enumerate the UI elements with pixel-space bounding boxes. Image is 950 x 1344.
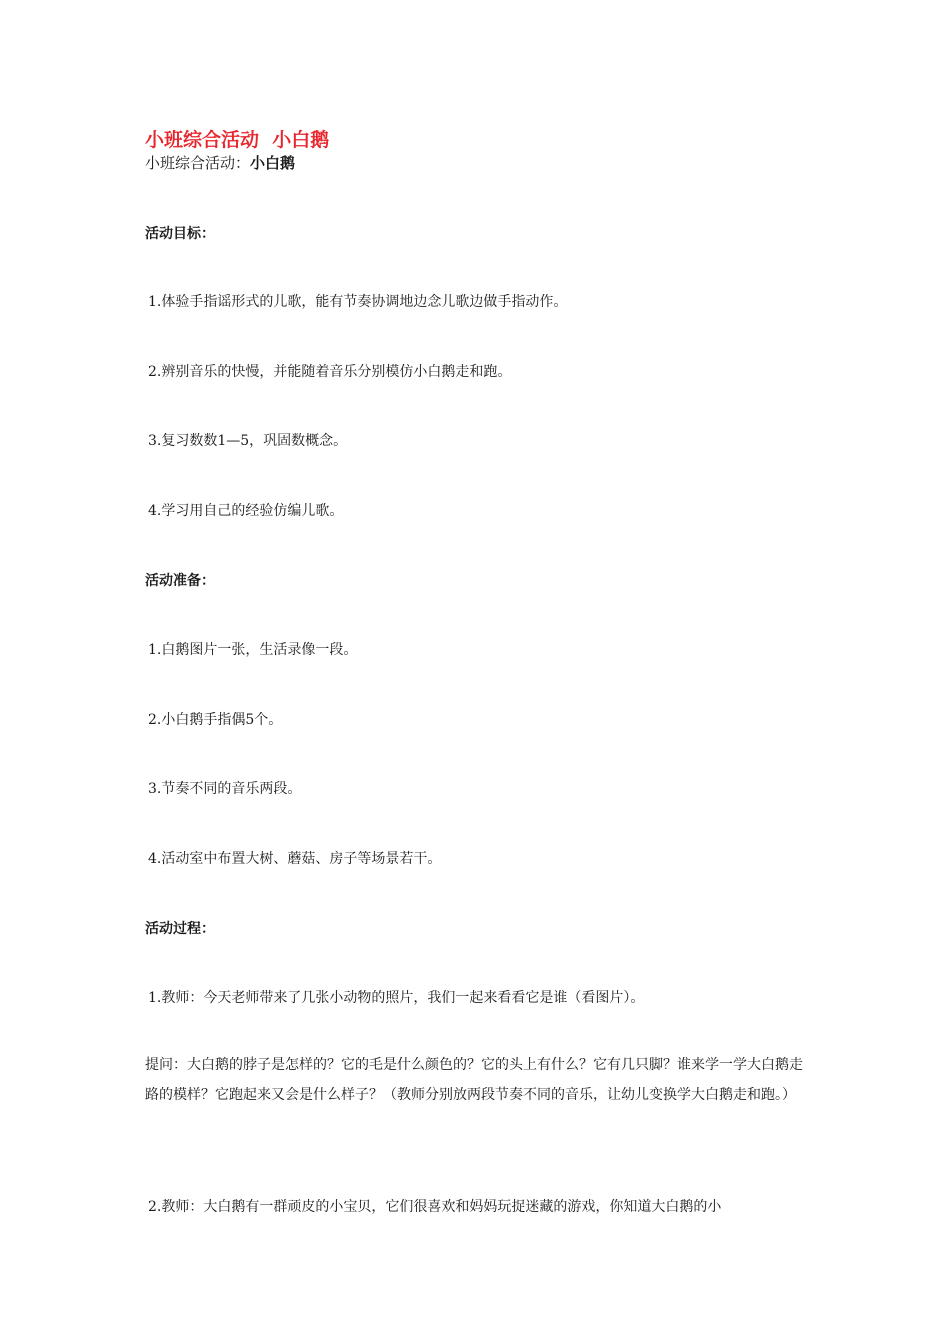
goal-item: 4.学习用自己的经验仿编儿歌。 (148, 503, 344, 519)
process-item: 2.教师：大白鹅有一群顽皮的小宝贝，它们很喜欢和妈妈玩捉迷藏的游戏，你知道大白鹅的小 (148, 1199, 722, 1215)
subtitle-label: 小班综合活动： (145, 154, 251, 172)
goal-item: 1.体验手指谣形式的儿歌，能有节奏协调地边念儿歌边做手指动作。 (148, 294, 568, 310)
document-subtitle (145, 152, 295, 173)
preparation-item: 2.小白鹅手指偶5个。 (148, 712, 283, 728)
process-heading: 活动过程： (145, 921, 215, 937)
goal-item: 2.辨别音乐的快慢，并能随着音乐分别模仿小白鹅走和跑。 (148, 364, 512, 380)
preparation-item: 4.活动室中布置大树、蘑菇、房子等场景若干。 (148, 851, 442, 867)
subtitle-bold: 小白鹅 (250, 154, 296, 172)
process-item: 1.教师：今天老师带来了几张小动物的照片，我们一起来看看它是谁（看图片）。 (148, 990, 645, 1006)
preparation-item: 1.白鹅图片一张，生活录像一段。 (148, 642, 358, 658)
goals-heading: 活动目标： (145, 226, 215, 242)
preparation-heading: 活动准备： (145, 573, 215, 589)
preparation-item: 3.节奏不同的音乐两段。 (148, 781, 302, 797)
goal-item: 3.复习数数1—5，巩固数概念。 (148, 433, 348, 449)
process-question-paragraph: 提问：大白鹅的脖子是怎样的？它的毛是什么颜色的？它的头上有什么？它有几只脚？谁来学一学大白鹅走路的模样？它跑起来又会是什么样子？（教师分别放两段节奏不同的音乐，让幼儿变换学大白鹅走和跑。） (145, 1057, 803, 1103)
document-title: 小班综合活动 小白鹅 (145, 129, 330, 151)
